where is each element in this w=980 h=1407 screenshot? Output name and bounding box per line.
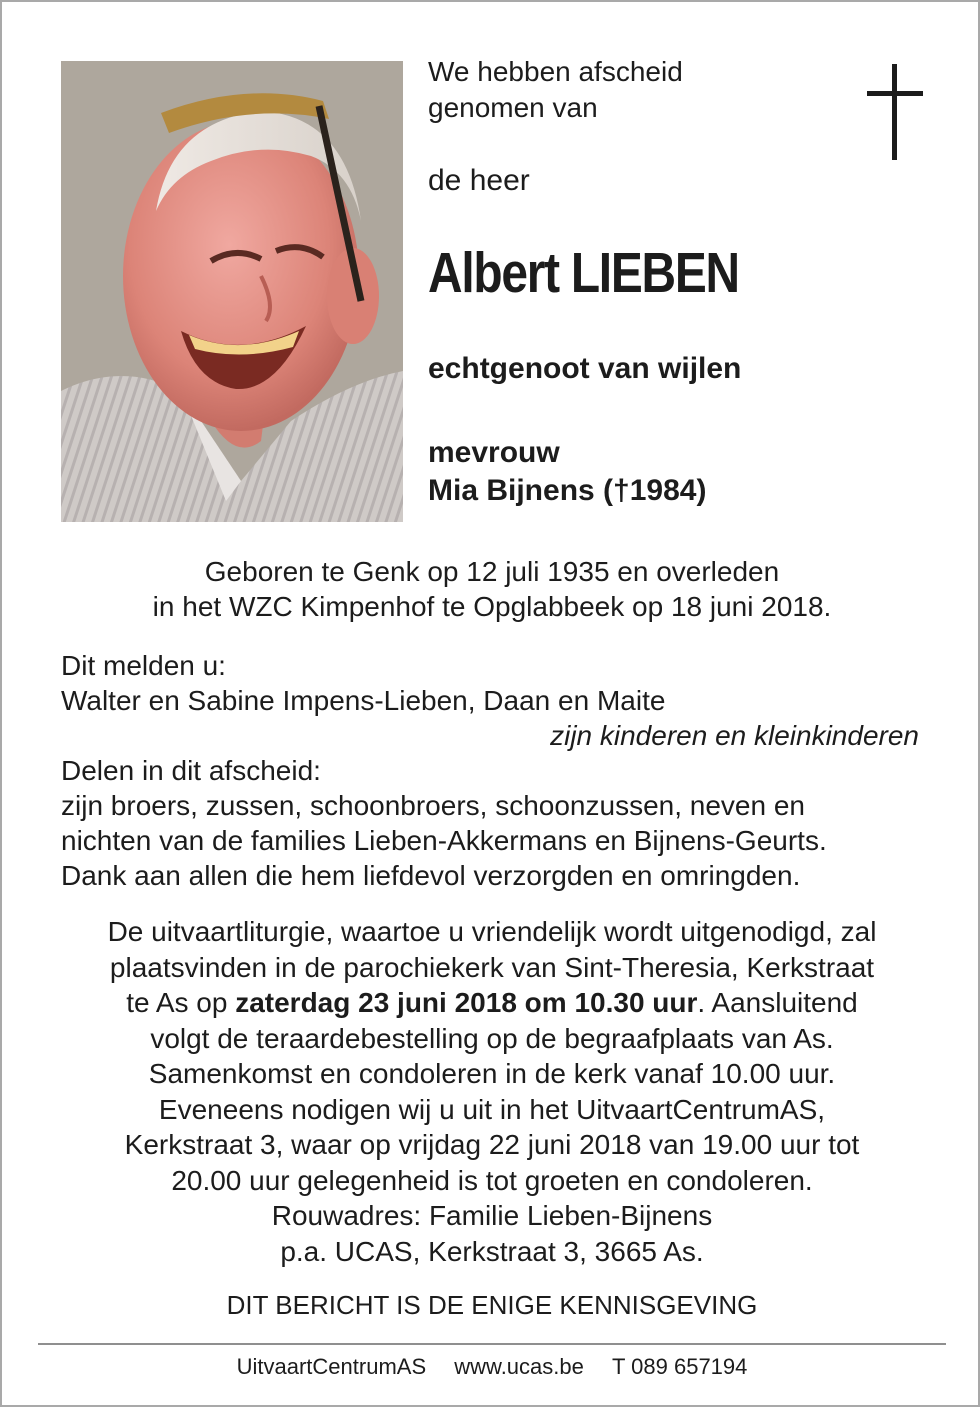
notice-statement: DIT BERICHT IS DE ENIGE KENNISGEVING	[226, 1290, 758, 1320]
service-line-3-post: . Aansluitend	[697, 987, 858, 1018]
intro-line-1: We hebben afscheid	[428, 56, 683, 87]
relatives-line-1: zijn broers, zussen, schoonbroers, schoonzussen, neven en	[61, 790, 805, 821]
footer-company: UitvaartCentrumAS	[236, 1354, 427, 1379]
service-line-3	[42, 985, 942, 1021]
spouse-name: Mia Bijnens (†1984)	[428, 474, 707, 507]
announce-label: Dit melden u:	[61, 650, 226, 681]
footer-website-link[interactable]: www.ucas.be	[454, 1354, 584, 1379]
share-label: Delen in dit afscheid:	[61, 755, 321, 786]
service-line-6: Eveneens nodigen wij u uit in het UitvaartCentrumAS,	[158, 1093, 826, 1125]
spouse-block	[428, 434, 706, 510]
footer-divider	[38, 1343, 946, 1345]
spouse-title: mevrouw	[428, 436, 560, 469]
cross-icon	[867, 64, 923, 160]
service-line-2: plaatsvinden in de parochiekerk van Sint-Theresia, Kerkstraat	[109, 951, 875, 983]
children-relation: zijn kinderen en kleinkinderen	[550, 720, 919, 751]
service-line-5: Samenkomst en condoleren in de kerk vanaf 10.00 uur.	[148, 1058, 836, 1089]
mourning-address: Rouwadres: Familie Lieben-Bijnens	[271, 1200, 713, 1231]
intro-text	[428, 54, 848, 126]
service-details	[42, 914, 942, 1269]
spouse-intro: echtgenoot van wijlen	[428, 352, 742, 385]
mourning-address-detail: p.a. UCAS, Kerkstraat 3, 3665 As.	[280, 1235, 704, 1267]
birth-death-info	[42, 554, 942, 624]
service-line-3-pre: te As op	[126, 987, 236, 1018]
intro-line-2: genomen van	[428, 92, 598, 123]
deceased-name: Albert LIEBEN	[428, 241, 739, 305]
thanks-line: Dank aan allen die hem liefdevol verzorgden en omringden.	[61, 860, 801, 891]
footer	[42, 1354, 942, 1380]
portrait-illustration	[61, 61, 403, 522]
birth-line-2: in het WZC Kimpenhof te Opglabbeek op 18 juni 2018.	[152, 591, 832, 622]
footer-phone: T 089 657194	[612, 1354, 748, 1379]
children-names: Walter en Sabine Impens-Lieben, Daan en Maite	[61, 685, 666, 716]
family-section	[61, 648, 941, 893]
birth-line-1: Geboren te Genk op 12 juli 1935 en overleden	[204, 556, 780, 587]
salutation: de heer	[428, 164, 530, 197]
service-line-4: volgt de teraardebestelling op de begraafplaats van As.	[150, 1022, 834, 1054]
service-line-8: 20.00 uur gelegenheid is tot groeten en condoleren.	[171, 1164, 813, 1196]
service-line-1: De uitvaartliturgie, waartoe u vriendelijk wordt uitgenodigd, zal	[107, 916, 877, 947]
relatives-line-2: nichten van de families Lieben-Akkermans en Bijnens-Geurts.	[61, 825, 827, 856]
service-date-time: zaterdag 23 juni 2018 om 10.30 uur	[235, 987, 698, 1018]
portrait-photo	[61, 61, 403, 522]
service-line-7: Kerkstraat 3, waar op vrijdag 22 juni 2018 van 19.00 uur tot	[124, 1129, 860, 1160]
